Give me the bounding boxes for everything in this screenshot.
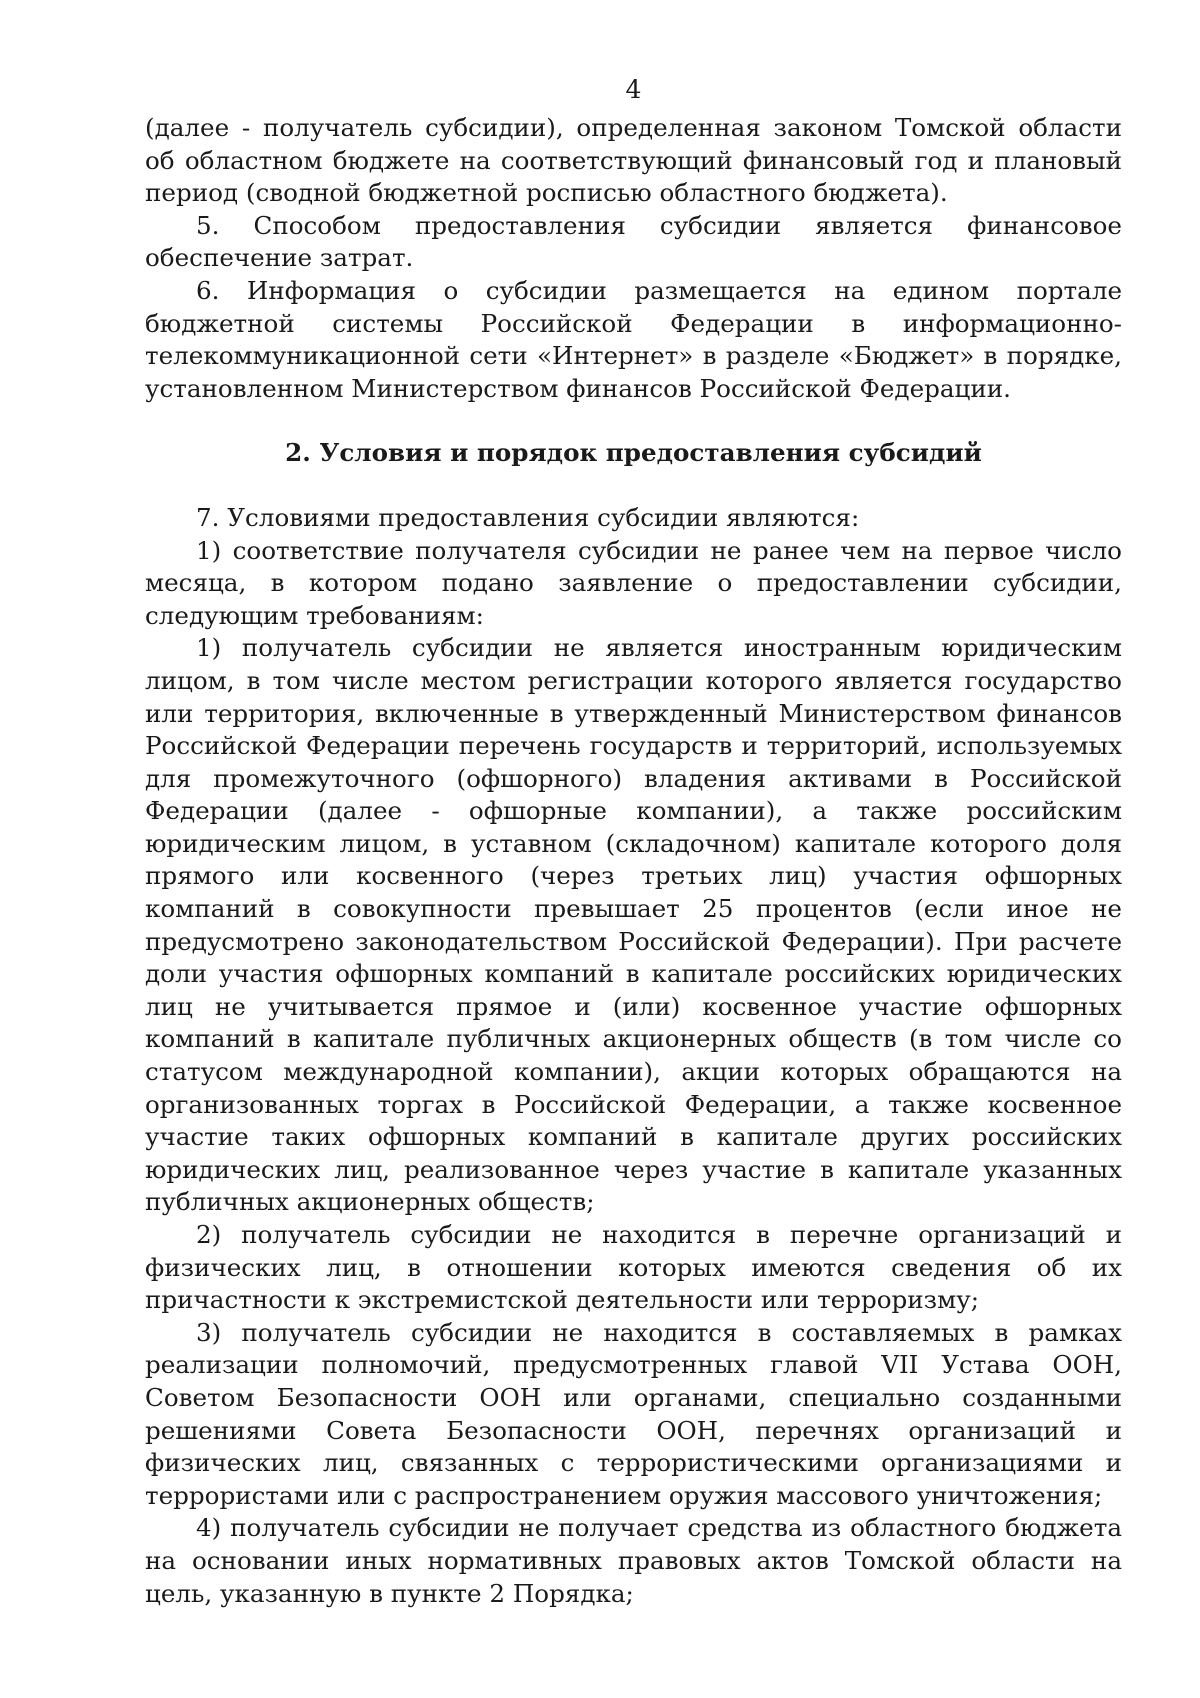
page-number: 4 bbox=[625, 75, 642, 104]
paragraph-requirement-2: 2) получатель субсидии не находится в перечне организаций и физических лиц, в отношении которых имеются сведения об их причастности к экстремистской деятельности или терроризму; bbox=[145, 1220, 1122, 1315]
paragraph-continuation: (далее - получатель субсидии), определенная законом Томской области об областном бюджете на соответствующий финансовый год и плановый период (сводной бюджетной росписью областного бюджета). bbox=[145, 113, 1122, 208]
paragraph-requirement-3: 3) получатель субсидии не находится в составляемых в рамках реализации полномочий, предусмотренных главой VII Устава ООН, Советом Безопасности ООН или органами, специально созданными решениями Совета Безопасности ООН, перечнях организаций и физических лиц, связанных с террористическими организациями и террористами или с распространением оружия массового уничтожения; bbox=[145, 1317, 1122, 1510]
paragraph-item-7: 7. Условиями предоставления субсидии являются: bbox=[196, 502, 860, 532]
paragraph-subitem-1-requirements: 1) соответствие получателя субсидии не ранее чем на первое число месяца, в котором подано заявление о предоставлении субсидии, следующим требованиям: bbox=[145, 535, 1122, 630]
spacer bbox=[145, 470, 1122, 502]
paragraph-requirement-4: 4) получатель субсидии не получает средства из областного бюджета на основании иных нормативных правовых актов Томской области на цель, указанную в пункте 2 Порядка; bbox=[145, 1513, 1122, 1608]
paragraph-item-6: 6. Информация о субсидии размещается на едином портале бюджетной системы Российской Федерации в информационно-телекоммуникационной сети «Интернет» в разделе «Бюджет» в порядке, установленном Министерством финансов Российской Федерации. bbox=[145, 275, 1122, 403]
paragraph-item-5: 5. Способом предоставления субсидии является финансовое обеспечение затрат. bbox=[145, 210, 1122, 273]
document-page bbox=[145, 74, 1122, 1610]
section-heading: 2. Условия и порядок предоставления субсидий bbox=[285, 438, 982, 468]
paragraph-requirement-1: 1) получатель субсидии не является иностранным юридическим лицом, в том числе местом регистрации которого является государство или территория, включенные в утвержденный Министерством финансов Российской Федерации перечень государств и территорий, используемых для промежуточного (офшорного) владения активами в Российской Федерации (далее - офшорные компании), а также российским юридическим лицом, в уставном (складочном) капитале которого доля прямого или косвенного (через третьих лиц) участия офшорных компаний в совокупности превышает 25 процентов (если иное не предусмотрено законодательством Российской Федерации). При расчете доли участия офшорных компаний в капитале российских юридических лиц не учитывается прямое и (или) косвенное участие офшорных компаний в капитале публичных акционерных обществ (в том числе со статусом международной компании), акции которых обращаются на организованных торгах в Российской Федерации, а также косвенное участие таких офшорных компаний в капитале других российских юридических лиц, реализованное через участие в капитале указанных публичных акционерных обществ; bbox=[145, 633, 1122, 1217]
spacer bbox=[145, 405, 1122, 437]
